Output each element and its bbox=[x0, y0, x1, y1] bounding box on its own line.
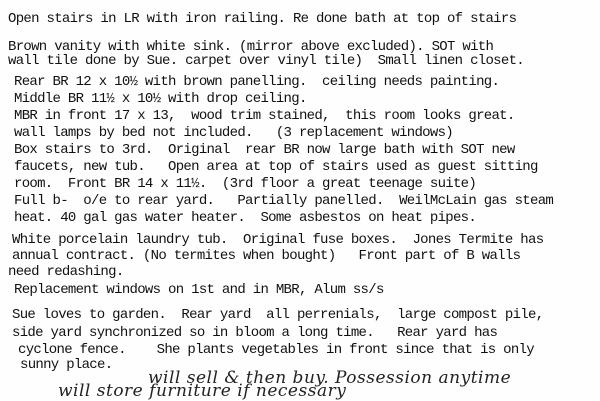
text-line: room. Front BR 14 x 11½. (3rd floor a great teenage suite) bbox=[14, 176, 477, 192]
handwritten-note: will sell & then buy. Possession anytime bbox=[148, 368, 512, 388]
text-line: Sue loves to garden. Rear yard all perrenials, large compost pile, bbox=[12, 307, 544, 323]
text-line: White porcelain laundry tub. Original fuse boxes. Jones Termite has bbox=[12, 232, 544, 248]
text-line: Full b- o/e to rear yard. Partially panelled. WeilMcLain gas steam bbox=[14, 193, 554, 209]
text-line: cyclone fence. She plants vegetables in front since that is only bbox=[18, 342, 534, 358]
text-line: Replacement windows on 1st and in MBR, Alum ss/s bbox=[14, 282, 384, 298]
text-line: annual contract. (No termites when bought) Front part of B walls bbox=[12, 248, 521, 264]
text-line: Brown vanity with white sink. (mirror above excluded). SOT with bbox=[8, 39, 494, 55]
text-line: Open stairs in LR with iron railing. Re done bath at top of stairs bbox=[8, 11, 517, 27]
text-line: faucets, new tub. Open area at top of stairs used as guest sitting bbox=[14, 159, 538, 175]
text-line: Box stairs to 3rd. Original rear BR now large bath with SOT new bbox=[14, 142, 515, 158]
text-line: side yard synchronized so in bloom a long time. Rear yard has bbox=[12, 325, 498, 341]
text-line: sunny place. bbox=[20, 357, 113, 373]
text-line: wall tile done by Sue. carpet over vinyl tile) Small linen closet. bbox=[8, 53, 524, 69]
text-line: need redashing. bbox=[8, 264, 124, 280]
text-line: Middle BR 11½ x 10½ with drop ceiling. bbox=[14, 91, 307, 107]
text-line: MBR in front 17 x 13, wood trim stained, this room looks great. bbox=[14, 108, 515, 124]
text-line: wall lamps by bed not included. (3 replacement windows) bbox=[14, 125, 453, 141]
handwritten-note: will store furniture if necessary bbox=[58, 381, 347, 401]
text-line: heat. 40 gal gas water heater. Some asbestos on heat pipes. bbox=[14, 210, 477, 226]
text-line: Rear BR 12 x 10½ with brown panelling. ceiling needs painting. bbox=[14, 74, 500, 90]
